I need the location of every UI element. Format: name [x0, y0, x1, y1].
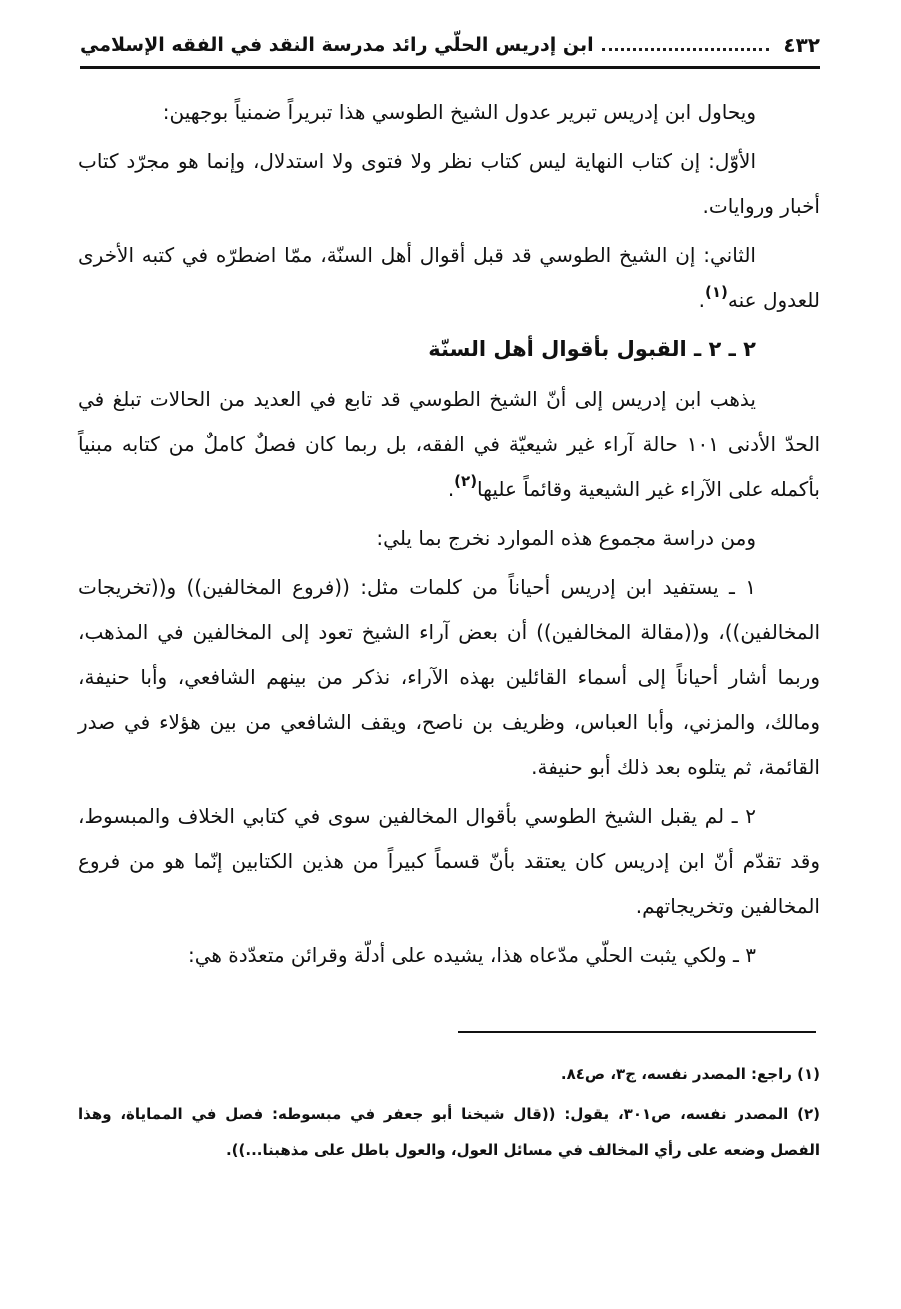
paragraph-text: الثاني: إن الشيخ الطوسي قد قبل أقوال أهل السنّة، ممّا اضطرّه في كتبه الأخرى للعدول عنه [78, 243, 820, 312]
paragraph-end: . [447, 477, 455, 501]
paragraph-intro: ويحاول ابن إدريس تبرير عدول الشيخ الطوسي هذا تبريراً ضمنياً بوجهين: [162, 100, 756, 124]
footnote-separator [458, 1031, 816, 1033]
paragraph-point-2: ٢ ـ لم يقبل الشيخ الطوسي بأقوال المخالفين سوى في كتابي الخلاف والمبسوط، وقد تقدّم أنّ ابن إدريس كان يعتقد بأنّ قسماً كبيراً من هذين الكتابين إنّما هو من فروع المخالفين وتخريجاتهم. [78, 804, 820, 918]
footnote-2: (٢) المصدر نفسه، ص٣٠١، يقول: ((قال شيخنا أبو جعفر في مبسوطه: فصل في المماياة، وهذا الفصل وضعه على رأي المخالف في مسائل العول، والعول باطل على مذهبنا...)). [78, 1105, 820, 1159]
paragraph-section-intro [78, 377, 820, 512]
footnote-1: (١) راجع: المصدر نفسه، ج٣، ص٨٤. [560, 1065, 820, 1083]
header-rule [80, 66, 820, 69]
section-heading: ٢ ـ ٢ ـ القبول بأقوال أهل السنّة [428, 337, 756, 361]
paragraph-point-1: ١ ـ يستفيد ابن إدريس أحياناً من كلمات مثل: ((فروع المخالفين)) و((تخريجات المخالفين))، و((مقالة المخالفين)) أن بعض آراء الشيخ تعود إلى المخالفين في المذهب، وربما أشار أحياناً إلى أسماء القائلين بهذه الآراء، نذكر من بينهم الشافعي، وأبا حنيفة، ومالك، والمزني، وأبا العباس، وظريف بن ناصح، ويقف الشافعي من بين هؤلاء في صدر القائمة، ثم يتلوه بعد ذلك أبو حنيفة. [78, 575, 820, 779]
running-title: ابن إدريس الحلّي رائد مدرسة النقد في الفقه الإسلامي [80, 34, 594, 56]
paragraph-first-reason: الأوّل: إن كتاب النهاية ليس كتاب نظر ولا فتوى ولا استدلال، وإنما هو مجرّد كتاب أخبار وروايات. [78, 149, 820, 218]
leader-dots [602, 48, 770, 51]
paragraph-point-3: ٣ ـ ولكي يثبت الحلّي مدّعاه هذا، يشيده على أدلّة وقرائن متعدّدة هي: [187, 943, 756, 967]
running-header [80, 28, 820, 62]
paragraph-study: ومن دراسة مجموع هذه الموارد نخرج بما يلي: [376, 526, 756, 550]
footnotes [78, 1056, 820, 1172]
paragraph-text: يذهب ابن إدريس إلى أنّ الشيخ الطوسي قد تابع في العديد من الحالات تبلغ في الحدّ الأدنى ١٠١ حالة آراء غير شيعيّة في الفقه، بل ربما كان فصلٌ كاملٌ من كتابه مبنياً بأكمله على الآراء غير الشيعية وقائماً عليها [78, 387, 820, 501]
footnote-ref-1[interactable]: (١) [705, 283, 728, 301]
page-number: ٤٣٢ [783, 33, 820, 57]
footnote-ref-2[interactable]: (٢) [454, 472, 478, 490]
paragraph-second-reason [78, 233, 820, 323]
main-text [78, 90, 820, 978]
paragraph-end: . [698, 288, 706, 312]
